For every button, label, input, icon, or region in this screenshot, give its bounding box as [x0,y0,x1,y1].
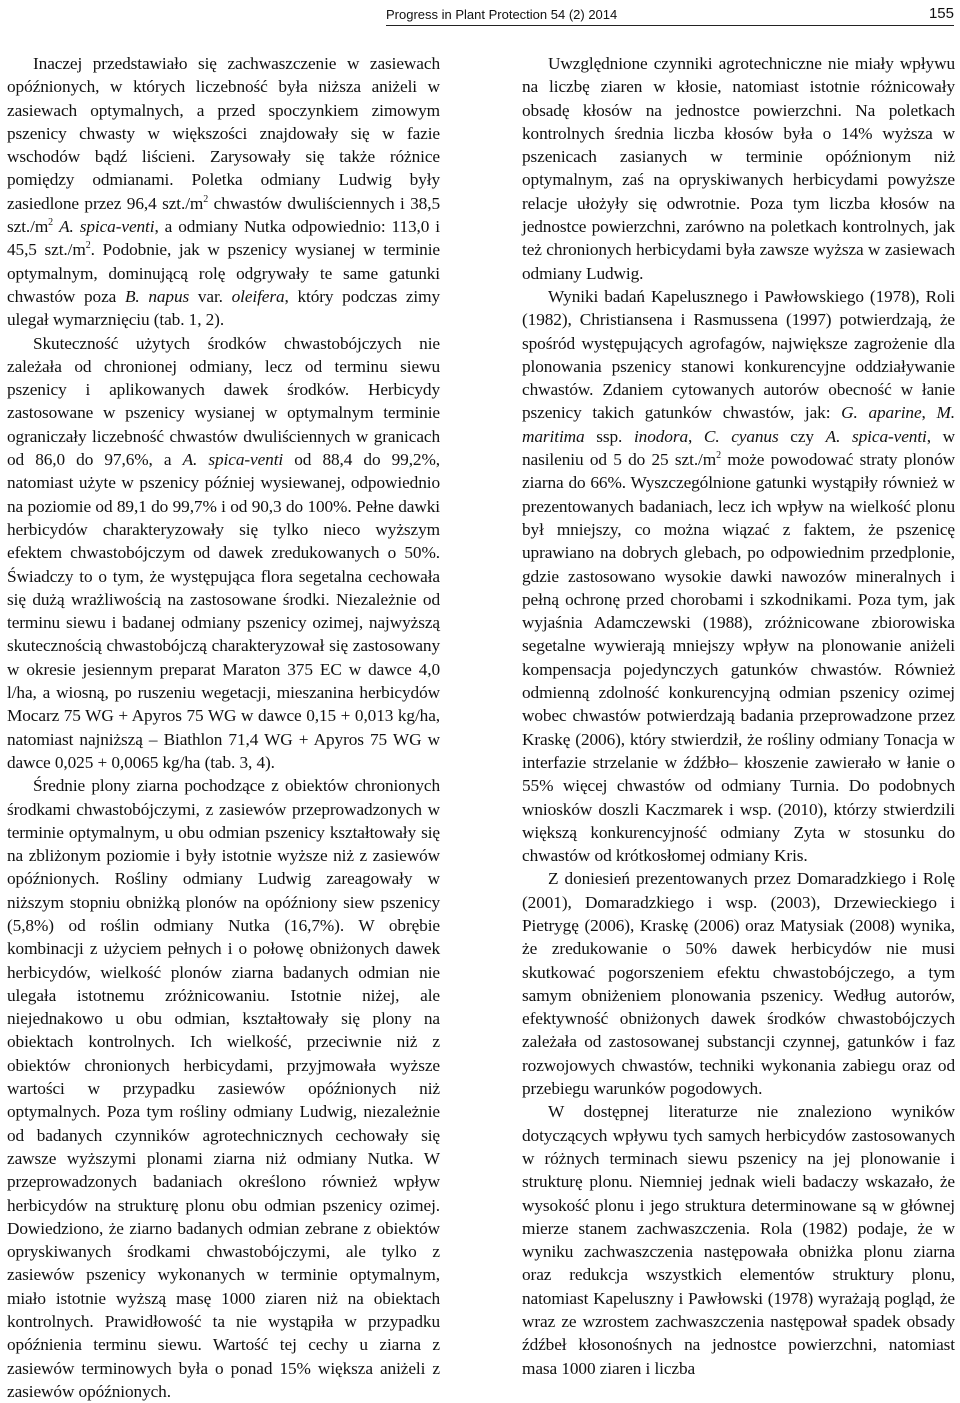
left-column [7,52,440,1403]
page-number: 155 [928,5,954,22]
right-column [522,52,955,1380]
paragraph: Średnie plony ziarna pochodzące z obiektów chronionych środkami chwastobójczymi, z zasiewów przeprowadzonych w terminie optymalnym, u obu odmian pszenicy kształtowały się na zbliżonym poziomie i były istotnie wyższe niż z zasiewów opóźnionych. Rośliny odmiany Ludwig zareagowały w niższym stopniu obniżką plonów na opóźniony siew pszenicy (5,8%) od roślin odmiany Nutka (16,7%). W obrębie kombinacji z użyciem pełnych i o połowę obniżonych dawek herbicydów, wielkość plonów ziarna badanych odmian nie ulegała istotnemu zróżnicowaniu. Istotnie niżej, ale niejednakowo u obu odmian, kształtowały się plony na obiektach kontrolnych. Ich wielkość, przeciwnie niż z obiektów chronionych herbicydami, przyjmowała wyższe wartości w przypadku zasiewów opóźnionych niż optymalnych. Poza tym rośliny odmiany Ludwig, niezależnie od badanych czynników agrotechnicznych cechowały się zawsze wyższymi plonami ziarna niż odmiany Nutka. W przeprowadzonych badaniach określono również wpływ herbicydów na strukturę plonu obu odmian pszenicy ozimej. Dowiedziono, że ziarno badanych odmian zebrane z obiektów opryskiwanych środkami chwastobójczymi, ale tylko z zasiewów pszenicy wykonanych w terminie optymalnym, miało istotnie wyższą masę 1000 ziaren niż na obiektach kontrolnych. Prawidłowość ta nie wystąpiła w przypadku opóźnienia terminu siewu. Wartość tej cechy u ziarna z zasiewów terminowych była o ponad 15% większa aniżeli z zasiewów opóźnionych. [7,776,440,1401]
running-header [386,5,954,25]
paragraph: Wyniki badań Kapelusznego i Pawłowskiego (1978), Roli (1982), Christiansena i Rasmussena (1997) potwierdzają, że spośród występujących agrofagów, największe zagrożenie dla plonowania pszenicy stanowi konkurencyjne oddziaływanie chwastów. Zdaniem cytowanych autorów obecność w łanie pszenicy takich gatunków chwastów, jak: G. aparine, M. maritima ssp. inodora, C. cyanus czy A. spica-venti, w nasileniu od 5 do 25 $szt./m^2$ może powodować straty plonów ziarna do 66%. Wyszczególnione gatunki wystąpiły również w prezentowanych badaniach, lecz ich wpływ na wielkość plonu był mniejszy, co można wiązać z faktem, że pszenicę uprawiano na dobrych glebach, po odpowiednim przedplonie, gdzie zastosowano wysokie dawki nawozów mineralnych i pełną ochronę przed chorobami i szkodnikami. Poza tym, jak wyjaśnia Adamczewski (1988), zróżnicowane zbiorowiska segetalne wywierają mniejszy wpływ na plonowanie aniżeli kompensacja pojedynczych gatunków chwastów. Również odmienną zdolność konkurencyjną odmian pszenicy ozimej wobec chwastów potwierdzają badania przeprowadzone przez Kraskę (2006), który stwierdził, że rośliny odmiany Tonacja w interfazie strzelanie w źdźbło– kłoszenie zawierało w łanie o 55% więcej chwastów od odmiany Turnia. Do podobnych wniosków doszli Kaczmarek i wsp. (2010), którzy stwierdzili większą konkurencyjność odmiany Zyta w stosunku do chwastów od krótkosłomej odmiany Kris. [522,286,956,866]
header-rule [386,25,954,26]
paragraph: Inaczej przedstawiało się zachwaszczenie w zasiewach opóźnionych, w których liczebność była niższa aniżeli w zasiewach optymalnych, a przed spoczynkiem zimowym pszenicy chwasty w większości znajdowały się w fazie wschodów bądź liścieni. Zarysowały się także różnice pomiędzy odmianami. Poletka odmiany Ludwig były zasiedlone przez 96,4 $szt./m^2$ chwastów dwuliściennych i 38,5 $szt./m^2$ A. spica-venti, a odmiany Nutka odpowiednio: 113,0 i 45,5 $szt./m^2$. Podobnie, jak w pszenicy wysianej w terminie optymalnym, dominującą rolę odgrywały te same gatunki chwastów poza B. napus var. oleifera, który podczas zimy ulegał wymarznięciu (tab. 1, 2). [7,54,440,330]
journal-title: Progress in Plant Protection 54 (2) 2014 [386,7,618,22]
paragraph: Uwzględnione czynniki agrotechniczne nie miały wpływu na liczbę ziaren w kłosie, natomiast istotnie różnicowały obsadę kłosów na jednostce powierzchni. Na poletkach kontrolnych średnia liczba kłosów była o 14% wyższa w pszenicach zasianych w terminie opóźnionym niż optymalnym, zaś na opryskiwanych herbicydami powyższe relacje ułożyły się odwrotnie. Poza tym liczba kłosów na jednostce powierzchni, zarówno na poletkach kontrolnych, jak też chronionych herbicydami była zawsze wyższa w zasiewach odmiany Ludwig. [522,54,955,283]
paragraph: Skuteczność użytych środków chwastobójczych nie zależała od chronionej odmiany, lecz od terminu siewu pszenicy i aplikowanych dawek środków. Herbicydy zastosowane w pszenicy wysianej w optymalnym terminie ograniczały liczebność chwastów dwuliściennych w granicach od 86,0 do 97,6%, a A. spica-venti od 88,4 do 99,2%, natomiast użyte w pszenicy później wysiewanej, odpowiednio na poziomie od 89,1 do 99,7% i od 90,3 do 100%. Pełne dawki herbicydów charakteryzowały się tylko nieco wyższym efektem chwastobójczym od dawek zredukowanych o 50%. Świadczy to o tym, że występująca flora segetalna cechowała się dużą wrażliwością na zastosowane środki. Niezależnie od terminu siewu i badanej odmiany pszenicy ozimej, najwyższą skutecznością chwastobójczą charakteryzował się zastosowany w okresie jesiennym preparat Maraton 375 EC w dawce 4,0 l/ha, a wiosną, po ruszeniu wegetacji, mieszanina herbicydów Mocarz 75 WG + Apyros 75 WG w dawce 0,15 + 0,013 kg/ha, natomiast najniższą – Biathlon 71,4 WG + Apyros 75 WG w dawce 0,025 + 0,0065 kg/ha (tab. 3, 4). [7,333,440,772]
paragraph: Z doniesień prezentowanych przez Domaradzkiego i Rolę (2001), Domaradzkiego i wsp. (2003), Drzewieckiego i Pietrygę (2006), Kraskę (2006) oraz Matysiak (2008) wynika, że zredukowanie o 50% dawek herbicydów nie musi skutkować pogorszeniem efektu chwastobójczego, a tym samym obniżeniem plonowania pszenicy. Według autorów, efektywność obniżonych dawek środków chwastobójczych zależała od zastosowanej substancji czynnej, gatunków i faz rozwojowych chwastów, techniki wykonania zabiegu oraz od przebiegu warunków pogodowych. [522,869,955,1099]
paragraph: W dostępnej literaturze nie znaleziono wyników dotyczących wpływu tych samych herbicydów zastosowanych w różnych terminach siewu pszenicy na jej plonowanie i strukturę plonu. Niemniej jednak wieli badaczy wskazało, że wysokość plonu i jego struktura determinowane są w głównej mierze stanem zachwaszczenia. Rola (1982) podaje, że w wyniku zachwaszczenia następowała obniżka plonu ziarna oraz redukcja wszystkich elementów struktury plonu, natomiast Kapeluszny i Pawłowski (1978) wyrażają pogląd, że wraz ze wzrostem zachwaszczenia następował spadek obsady źdźbeł kłosonośnych na jednostce powierzchni, natomiast masa 1000 ziaren i liczba [522,1102,955,1378]
